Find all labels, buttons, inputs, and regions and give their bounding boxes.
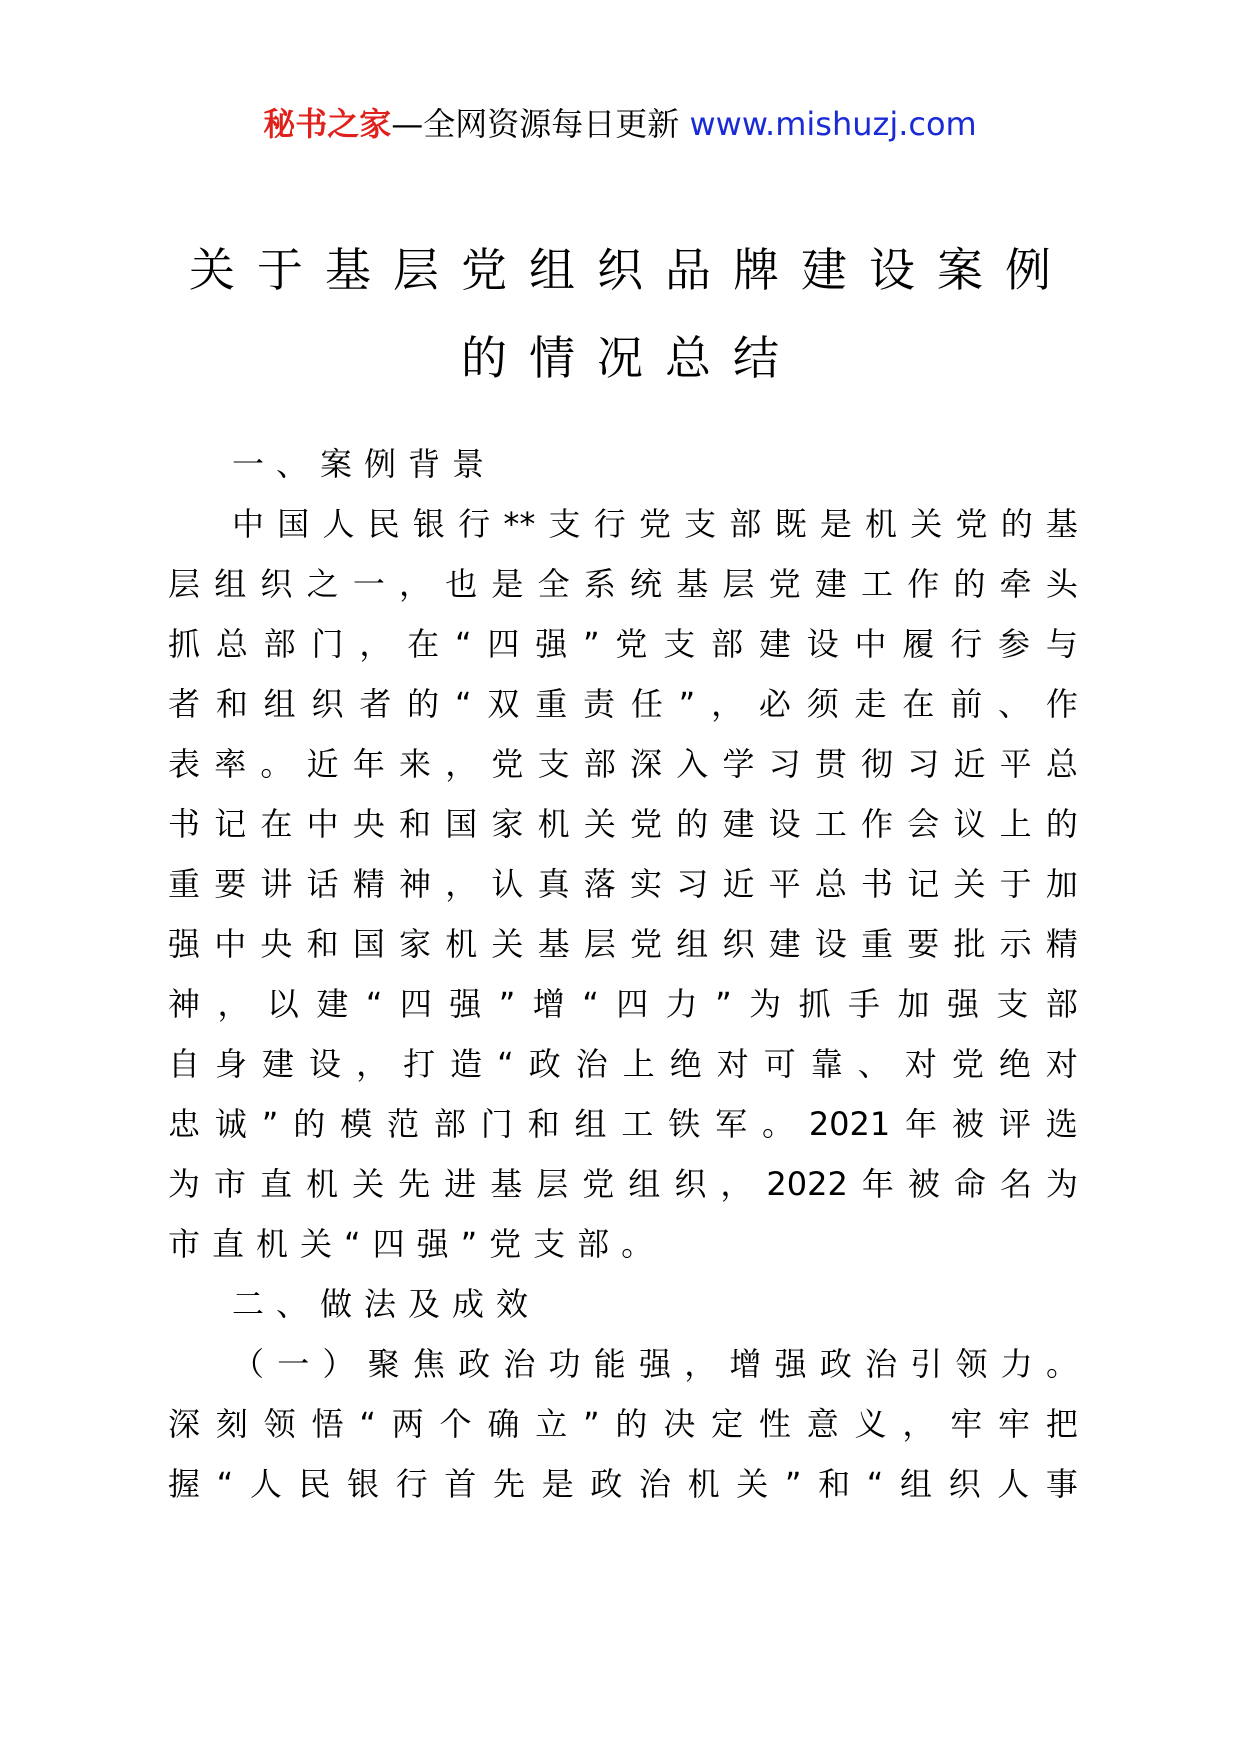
body-line: 一、案例背景: [232, 445, 497, 483]
body-line: 层 组 织 之 一 ， 也 是 全 系 统 基 层 党 建 工 作 的 牵 头: [168, 565, 1078, 603]
document-body: [168, 434, 1078, 1514]
body-line: 中 国 人 民 银 行 ** 支 行 党 支 部 既 是 机 关 党 的 基: [232, 505, 1078, 543]
body-line: （ 一 ） 聚 焦 政 治 功 能 强 ， 增 强 政 治 引 领 力 。: [232, 1345, 1078, 1383]
site-header: [0, 104, 1240, 144]
body-line: 忠 诚 ” 的 模 范 部 门 和 组 工 铁 军 。 2021 年 被 评 选: [168, 1105, 1078, 1143]
body-line: 握 “ 人 民 银 行 首 先 是 政 治 机 关 ” 和 “ 组 织 人 事: [168, 1465, 1078, 1503]
site-brand: 秘书之家: [263, 105, 392, 143]
body-line: 二、做法及成效: [232, 1285, 541, 1323]
body-line: 为 市 直 机 关 先 进 基 层 党 组 织 ， 2022 年 被 命 名 为: [168, 1165, 1078, 1203]
site-tagline: —全网资源每日更新: [391, 105, 690, 143]
body-line: 抓 总 部 门 ， 在 “ 四 强 ” 党 支 部 建 设 中 履 行 参 与: [168, 625, 1078, 663]
body-line: 市直机关“四强”党支部。: [168, 1225, 666, 1263]
body-line: 神 ， 以 建 “ 四 强 ” 增 “ 四 力 ” 为 抓 手 加 强 支 部: [168, 985, 1078, 1023]
body-line: 书 记 在 中 央 和 国 家 机 关 党 的 建 设 工 作 会 议 上 的: [168, 805, 1078, 843]
body-line: 深 刻 领 悟 “ 两 个 确 立 ” 的 决 定 性 意 义 ， 牢 牢 把: [168, 1405, 1078, 1443]
body-line: 者 和 组 织 者 的 “ 双 重 责 任 ” ， 必 须 走 在 前 、 作: [168, 685, 1078, 723]
site-url[interactable]: www.mishuzj.com: [689, 105, 977, 143]
document-title-line-1: 关于基层党组织品牌建设案例: [189, 243, 1073, 297]
document-title-line-2: 的情况总结: [461, 331, 801, 385]
body-line: 重 要 讲 话 精 神 ， 认 真 落 实 习 近 平 总 书 记 关 于 加: [168, 865, 1078, 903]
body-line: 强 中 央 和 国 家 机 关 基 层 党 组 织 建 设 重 要 批 示 精: [168, 925, 1078, 963]
body-line: 表 率 。 近 年 来 ， 党 支 部 深 入 学 习 贯 彻 习 近 平 总: [168, 745, 1078, 783]
body-line: 自 身 建 设 ， 打 造 “ 政 治 上 绝 对 可 靠 、 对 党 绝 对: [168, 1045, 1078, 1083]
